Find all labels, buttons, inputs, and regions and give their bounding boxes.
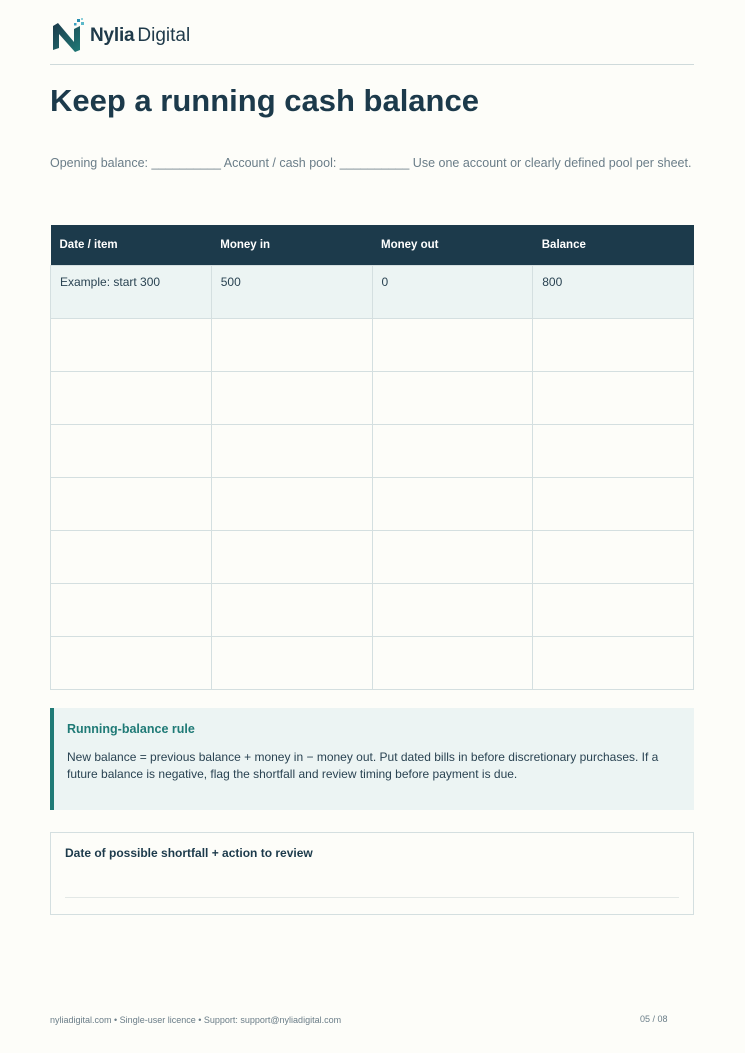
callout-title: Running-balance rule [67, 722, 195, 736]
table-header-row [51, 225, 694, 266]
table-cell[interactable] [533, 637, 694, 690]
table-cell[interactable] [51, 425, 212, 478]
table-cell[interactable]: 800 [533, 266, 694, 319]
table-row [51, 637, 694, 690]
table-cell[interactable] [372, 372, 533, 425]
table-cell[interactable] [372, 637, 533, 690]
brand-name-light: Digital [137, 25, 191, 46]
running-balance-rule-callout [50, 708, 694, 810]
table-cell[interactable] [533, 425, 694, 478]
shortfall-note-box[interactable] [50, 832, 694, 915]
table-cell[interactable] [533, 478, 694, 531]
column-header-money-in: Money in [211, 225, 372, 266]
table-cell[interactable]: 500 [211, 266, 372, 319]
header-divider [50, 64, 694, 65]
callout-body: New balance = previous balance + money in − money out. Put dated bills in before discretionary purchases. If a future balance is negative, flag the shortfall and review timing before payment is due. [67, 750, 659, 781]
table-cell[interactable] [211, 531, 372, 584]
table-row [51, 425, 694, 478]
table-cell[interactable] [211, 637, 372, 690]
brand-wordmark [90, 25, 190, 47]
table-cell[interactable] [372, 319, 533, 372]
table-cell[interactable] [211, 478, 372, 531]
table-cell[interactable] [211, 319, 372, 372]
table-row [51, 584, 694, 637]
table-cell[interactable] [51, 478, 212, 531]
table-cell[interactable] [51, 637, 212, 690]
brand-name-bold: Nylia [90, 25, 135, 46]
table-cell[interactable] [533, 319, 694, 372]
page-number: 05 / 08 [640, 1014, 668, 1024]
table-cell[interactable] [211, 372, 372, 425]
table-cell[interactable] [211, 425, 372, 478]
table-cell[interactable] [372, 531, 533, 584]
column-header-date-item: Date / item [51, 225, 212, 266]
intro-text: Opening balance: __________ Account / cash pool: __________ Use one account or clearly defined pool per sheet. [50, 156, 692, 170]
brand-header [50, 16, 190, 56]
cash-ledger-table [50, 225, 694, 690]
table-cell[interactable] [51, 531, 212, 584]
table-cell[interactable]: 0 [372, 266, 533, 319]
table-row-example [51, 266, 694, 319]
table-cell[interactable] [372, 425, 533, 478]
table-row [51, 478, 694, 531]
table-cell[interactable] [51, 584, 212, 637]
column-header-balance: Balance [533, 225, 694, 266]
table-cell[interactable] [372, 478, 533, 531]
table-cell[interactable] [533, 372, 694, 425]
table-row [51, 531, 694, 584]
column-header-money-out: Money out [372, 225, 533, 266]
writing-line [65, 897, 679, 898]
table-cell[interactable] [51, 372, 212, 425]
table-cell[interactable] [51, 319, 212, 372]
nylia-logo-icon [50, 18, 86, 54]
table-cell[interactable] [211, 584, 372, 637]
footer-text: nyliadigital.com • Single-user licence • Support: support@nyliadigital.com [50, 1015, 342, 1025]
table-cell[interactable] [533, 531, 694, 584]
table-row [51, 372, 694, 425]
table-cell[interactable] [372, 584, 533, 637]
page-title: Keep a running cash balance [50, 83, 479, 118]
note-box-title: Date of possible shortfall + action to review [65, 846, 313, 860]
table-cell[interactable] [533, 584, 694, 637]
table-row [51, 319, 694, 372]
table-cell[interactable]: Example: start 300 [51, 266, 212, 319]
